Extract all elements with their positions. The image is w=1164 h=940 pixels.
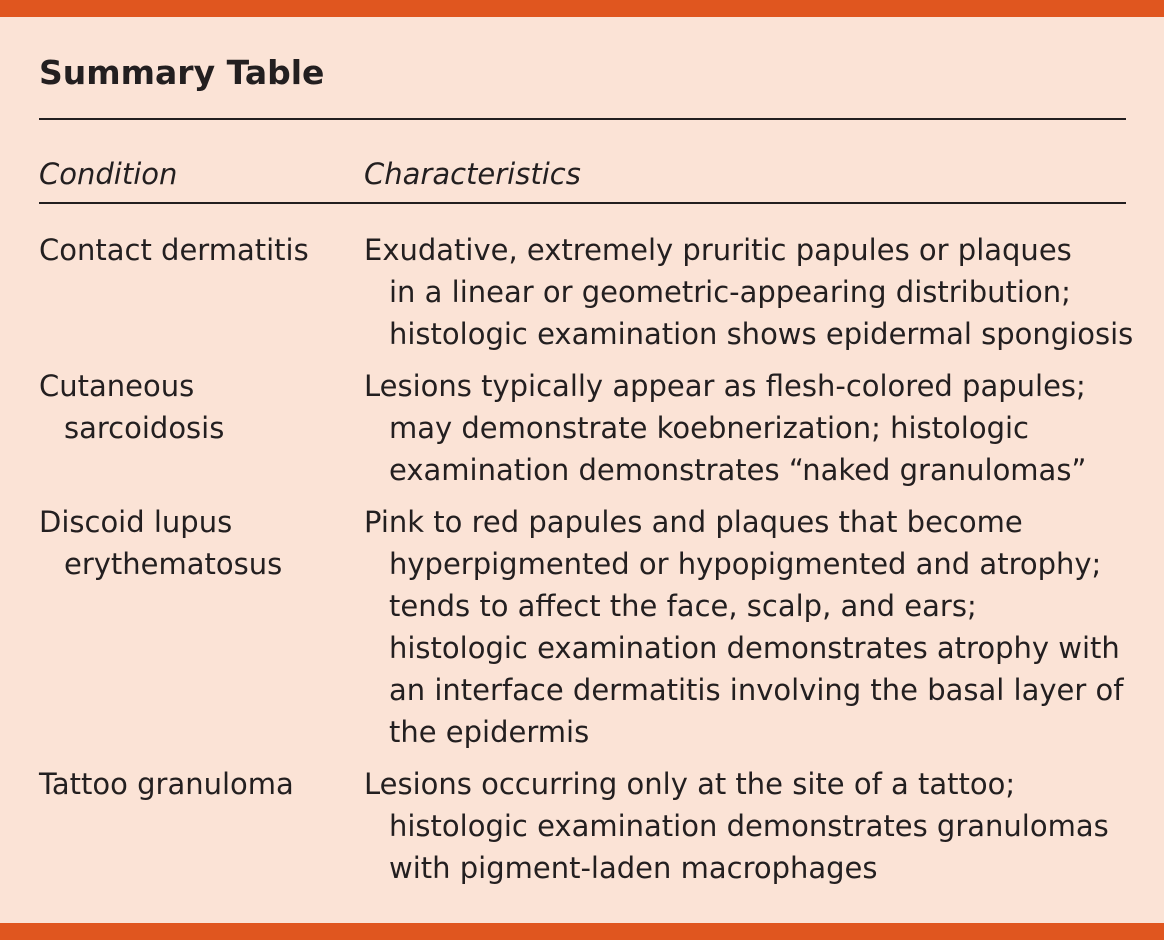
condition-line: Discoid lupus [39,505,233,539]
condition-cell [39,763,339,805]
characteristics-cell [364,365,1144,491]
table-row [39,229,1139,365]
condition-cell [39,229,339,271]
characteristics-line: with pigment-laden macrophages [389,851,878,885]
condition-line: Cutaneous [39,369,195,403]
characteristics-line: an interface dermatitis involving the basal layer of [389,673,1124,707]
characteristics-line: the epidermis [389,715,590,749]
characteristics-line: tends to affect the face, scalp, and ears; [389,589,977,623]
table-row [39,365,1139,501]
condition-line: sarcoidosis [64,411,225,445]
characteristics-line: histologic examination shows epidermal spongiosis [389,317,1134,351]
column-header-characteristics: Characteristics [364,157,581,191]
title-divider [39,118,1126,120]
table-title: Summary Table [39,53,325,92]
characteristics-cell [364,501,1144,753]
characteristics-line: Exudative, extremely pruritic papules or plaques [364,233,1072,267]
characteristics-cell [364,763,1144,889]
table-body [39,229,1139,889]
table-row [39,763,1139,889]
characteristics-line: histologic examination demonstrates atrophy with [389,631,1120,665]
condition-cell [39,501,339,585]
characteristics-line: Pink to red papules and plaques that become [364,505,1023,539]
condition-line: Tattoo granuloma [39,767,294,801]
characteristics-line: Lesions occurring only at the site of a tattoo; [364,767,1016,801]
characteristics-cell [364,229,1144,355]
condition-line: Contact dermatitis [39,233,309,267]
top-accent-bar [0,0,1164,17]
condition-line: erythematosus [64,547,283,581]
table-row [39,501,1139,763]
characteristics-line: hyperpigmented or hypopigmented and atrophy; [389,547,1102,581]
characteristics-line: examination demonstrates “naked granulomas” [389,453,1087,487]
column-header-condition: Condition [39,157,178,191]
bottom-accent-bar [0,923,1164,940]
characteristics-line: in a linear or geometric-appearing distribution; [389,275,1071,309]
characteristics-line: may demonstrate koebnerization; histologic [389,411,1029,445]
characteristics-line: Lesions typically appear as flesh-colored papules; [364,369,1086,403]
header-divider [39,202,1126,204]
characteristics-line: histologic examination demonstrates granulomas [389,809,1109,843]
condition-cell [39,365,339,449]
